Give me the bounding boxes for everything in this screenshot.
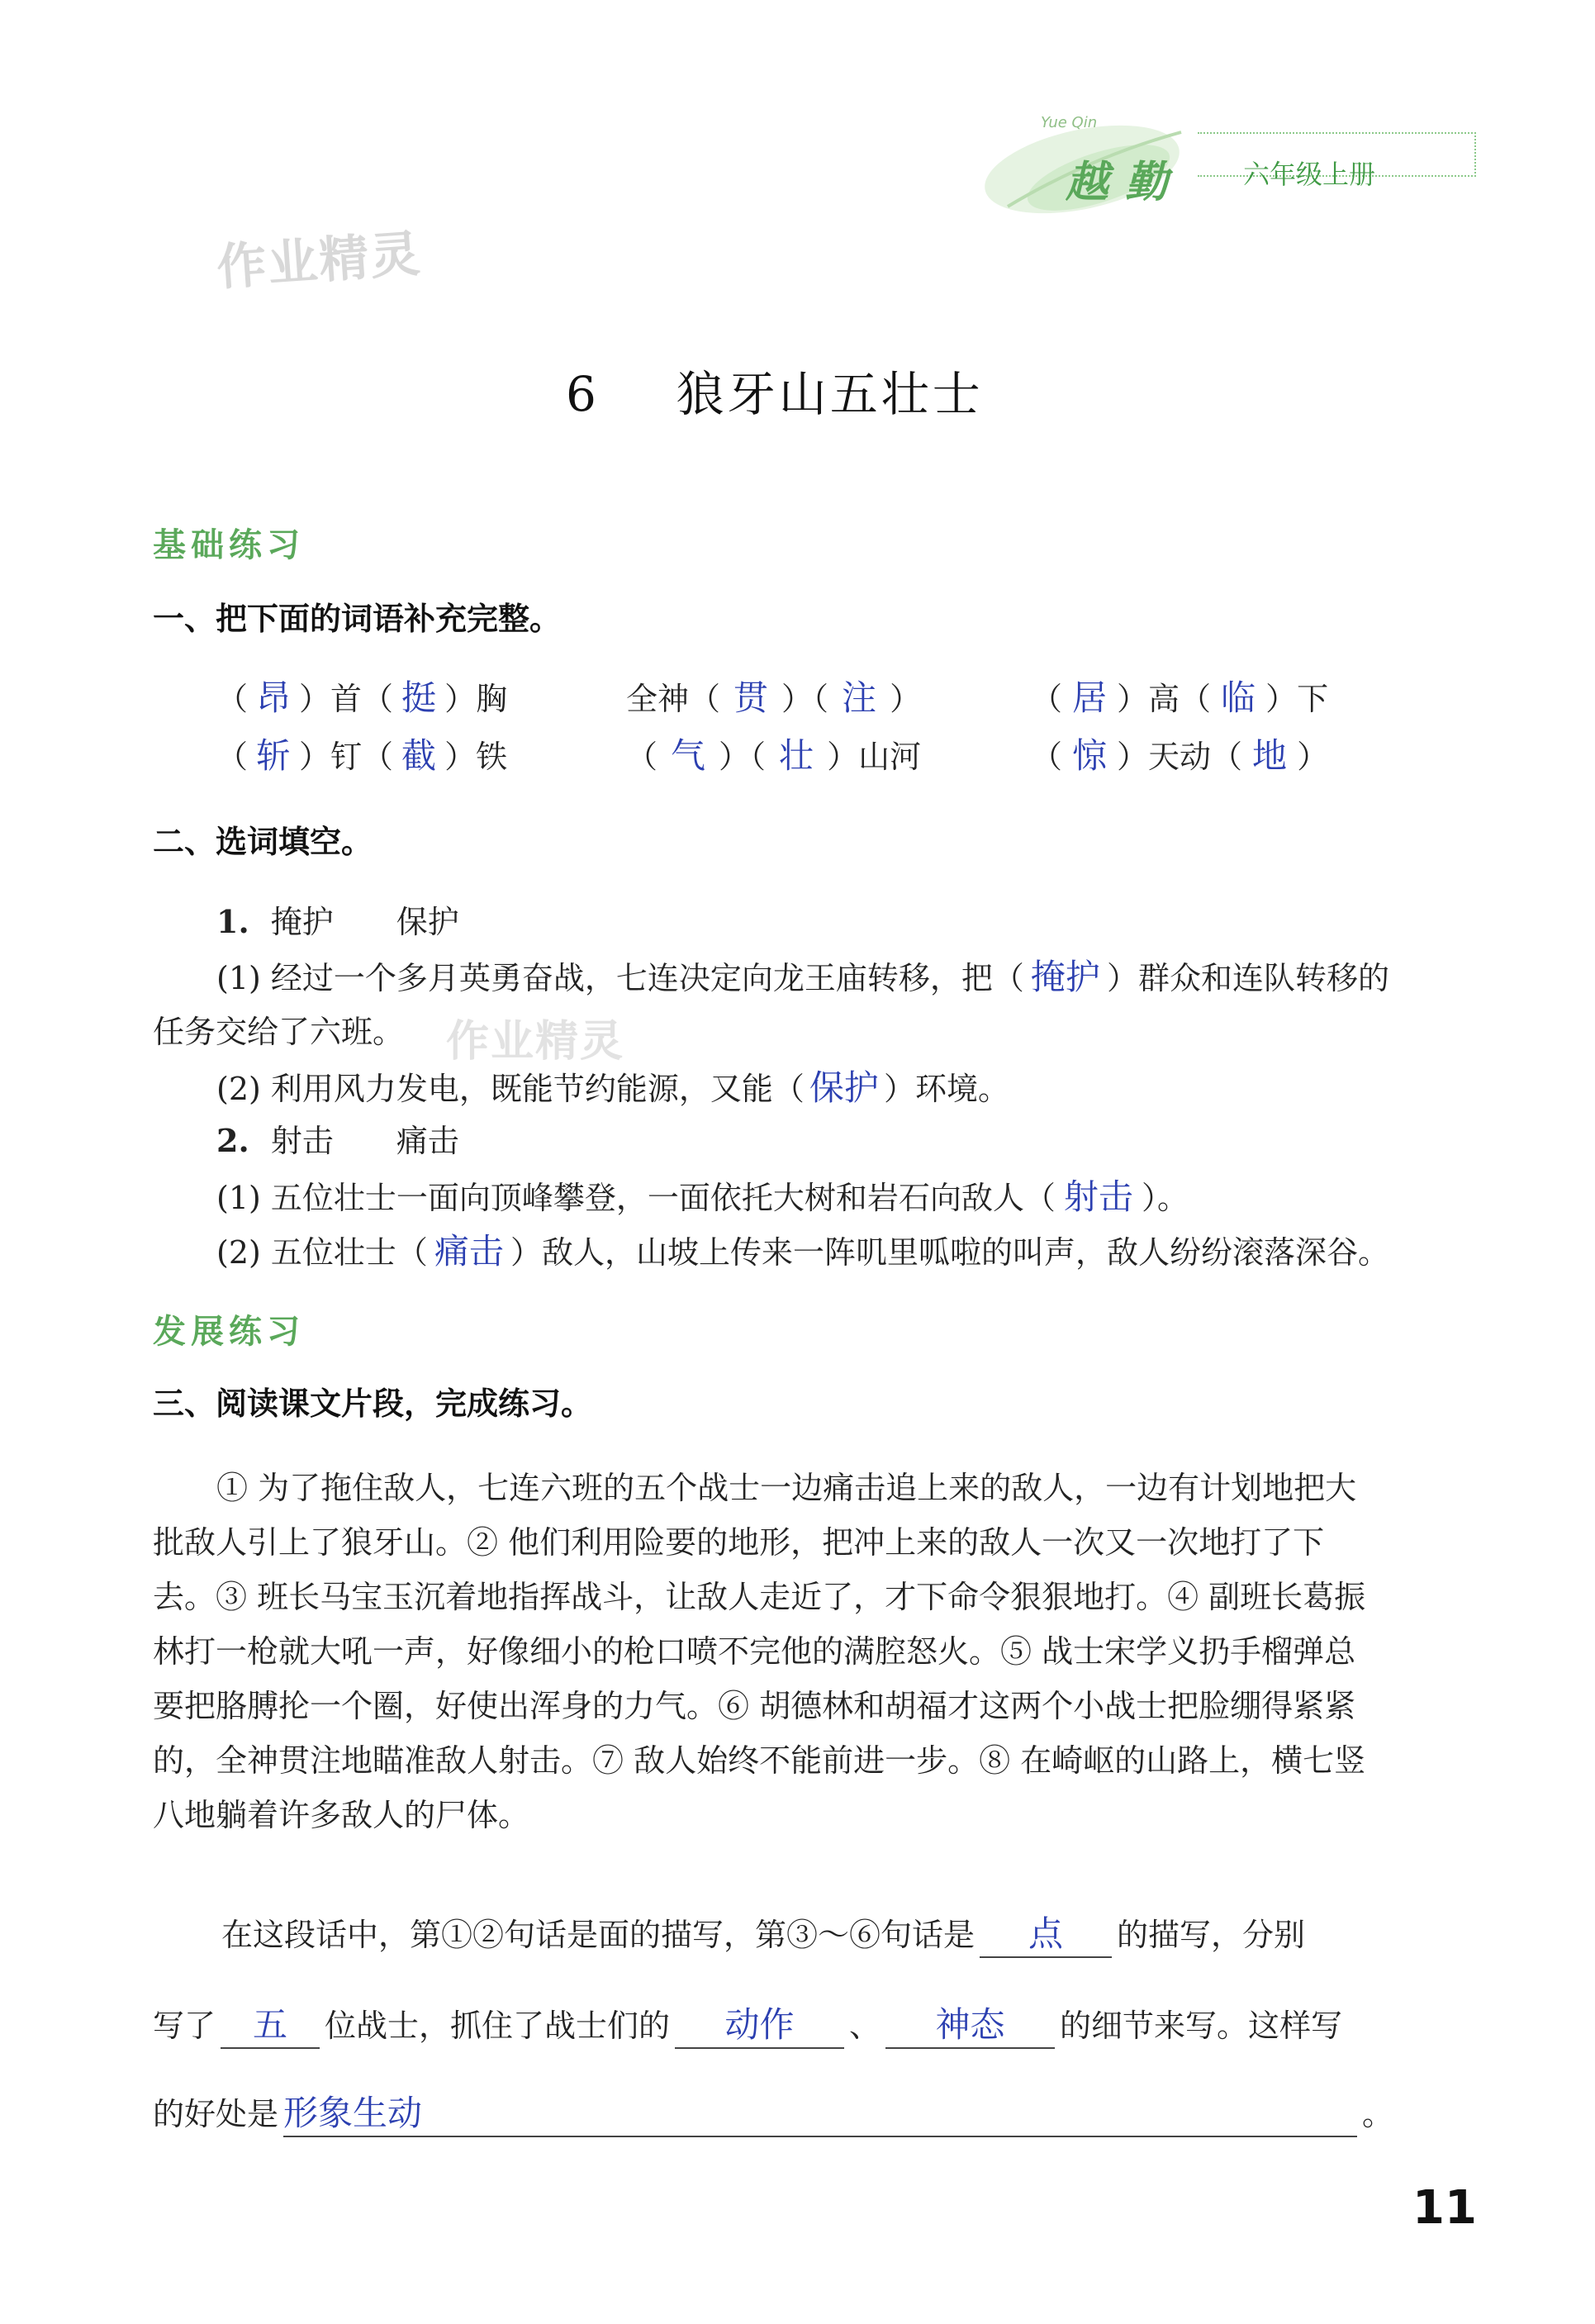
q3-answer-line-1: 在这段话中，第①②句话是面的描写，第③～⑥句话是 点 的描写，分别 <box>221 1907 1305 1958</box>
logo-text: 越勤 <box>1066 157 1185 207</box>
lesson-number: 6 <box>566 366 596 422</box>
q2-word-choice-1: 1. 掩护 保护 <box>216 903 459 940</box>
watermark: 作业精灵 <box>215 225 424 297</box>
grade-label: 六年级上册 <box>1243 159 1376 190</box>
blank-answer[interactable]: 形象生动 <box>283 2086 1357 2137</box>
q2-sentence: (2) 利用风力发电，既能节约能源，又能（ 保护 ）环境。 <box>216 1067 1009 1108</box>
answer: 斩 <box>256 735 292 776</box>
blank-answer[interactable]: 动作 <box>675 1998 844 2049</box>
q1-item: 全神（ 贯 ）（ 注 ） <box>626 677 922 718</box>
passage-line: 的，全神贯注地瞄准敌人射击。⑦ 敌人始终不能前进一步。⑧ 在崎岖的山路上，横七竖 <box>153 1742 1366 1779</box>
q1-item: （ 居 ）高（ 临 ）下 <box>1031 677 1329 718</box>
q2-sentence-cont: 任务交给了六班。 <box>153 1014 405 1050</box>
blank-answer[interactable]: 五 <box>221 1998 320 2049</box>
answer: 临 <box>1221 677 1256 718</box>
answer: 惊 <box>1072 735 1108 776</box>
q2-word-choice-2: 2. 射击 痛击 <box>216 1122 459 1159</box>
passage-line: 林打一枪就大吼一声，好像细小的枪口喷不完他的满腔怒火。⑤ 战士宋学义扔手榴弹总 <box>153 1633 1356 1670</box>
section-dev-heading: 发展练习 <box>153 1313 305 1351</box>
answer: 保护 <box>809 1067 879 1108</box>
q1-item: （ 斩 ）钉（ 截 ）铁 <box>216 735 508 776</box>
passage-line: 要把胳膊抡一个圈，好使出浑身的力气。⑥ 胡德林和胡福才这两个小战士把脸绷得紧紧 <box>153 1688 1356 1724</box>
q3-heading: 三、阅读课文片段，完成练习。 <box>153 1385 593 1422</box>
passage-line: ① 为了拖住敌人，七连六班的五个战士一边痛击追上来的敌人，一边有计划地把大 <box>216 1470 1357 1506</box>
answer: 痛击 <box>434 1231 504 1271</box>
blank-answer[interactable]: 点 <box>980 1907 1112 1958</box>
answer: 注 <box>842 677 877 718</box>
header-logo <box>975 99 1198 223</box>
lesson-name: 狼牙山五壮士 <box>676 366 984 422</box>
answer: 射击 <box>1063 1176 1133 1217</box>
q1-item: （ 惊 ）天动（ 地 ） <box>1031 735 1329 776</box>
q3-answer-line-2: 写了 五 位战士，抓住了战士们的 动作 、 神态 的细节来写。这样写 <box>153 1998 1342 2049</box>
page-number: 11 <box>1412 2181 1477 2235</box>
section-basic-heading: 基础练习 <box>153 526 305 564</box>
blank-answer[interactable]: 神态 <box>885 1998 1055 2049</box>
passage-line: 批敌人引上了狼牙山。② 他们利用险要的地形，把冲上来的敌人一次又一次地打了下 <box>153 1524 1325 1561</box>
q3-answer-line-3: 的好处是 形象生动 。 <box>153 2086 1393 2137</box>
lesson-title <box>566 355 984 425</box>
answer: 挺 <box>401 677 437 718</box>
answer: 壮 <box>779 735 814 776</box>
q2-sentence: (2) 五位壮士（ 痛击 ）敌人，山坡上传来一阵叽里呱啦的叫声，敌人纷纷滚落深谷。 <box>216 1231 1389 1271</box>
answer: 贯 <box>733 677 769 718</box>
q2-sentence: (1) 五位壮士一面向顶峰攀登，一面依托大树和岩石向敌人（ 射击 ）。 <box>216 1176 1189 1217</box>
q1-heading: 一、把下面的词语补充完整。 <box>153 601 562 637</box>
logo-pinyin: Yue Qin <box>1041 114 1098 131</box>
q1-item: （ 昂 ）首（ 挺 ）胸 <box>216 677 508 718</box>
answer: 掩护 <box>1030 957 1100 997</box>
q2-sentence: (1) 经过一个多月英勇奋战，七连决定向龙王庙转移，把（ 掩护 ）群众和连队转移的 <box>216 957 1389 997</box>
q1-item: （ 气 ）（ 壮 ）山河 <box>626 735 922 776</box>
watermark: 作业精灵 <box>446 1017 625 1067</box>
answer: 居 <box>1072 677 1108 718</box>
answer: 截 <box>401 735 437 776</box>
passage-line: 八地躺着许多敌人的尸体。 <box>153 1797 530 1833</box>
q2-heading: 二、选词填空。 <box>153 824 373 860</box>
passage-line: 去。③ 班长马宝玉沉着地指挥战斗，让敌人走近了，才下命令狠狠地打。④ 副班长葛振 <box>153 1579 1366 1615</box>
answer: 气 <box>671 735 706 776</box>
answer: 地 <box>1252 735 1288 776</box>
answer: 昂 <box>256 677 292 718</box>
